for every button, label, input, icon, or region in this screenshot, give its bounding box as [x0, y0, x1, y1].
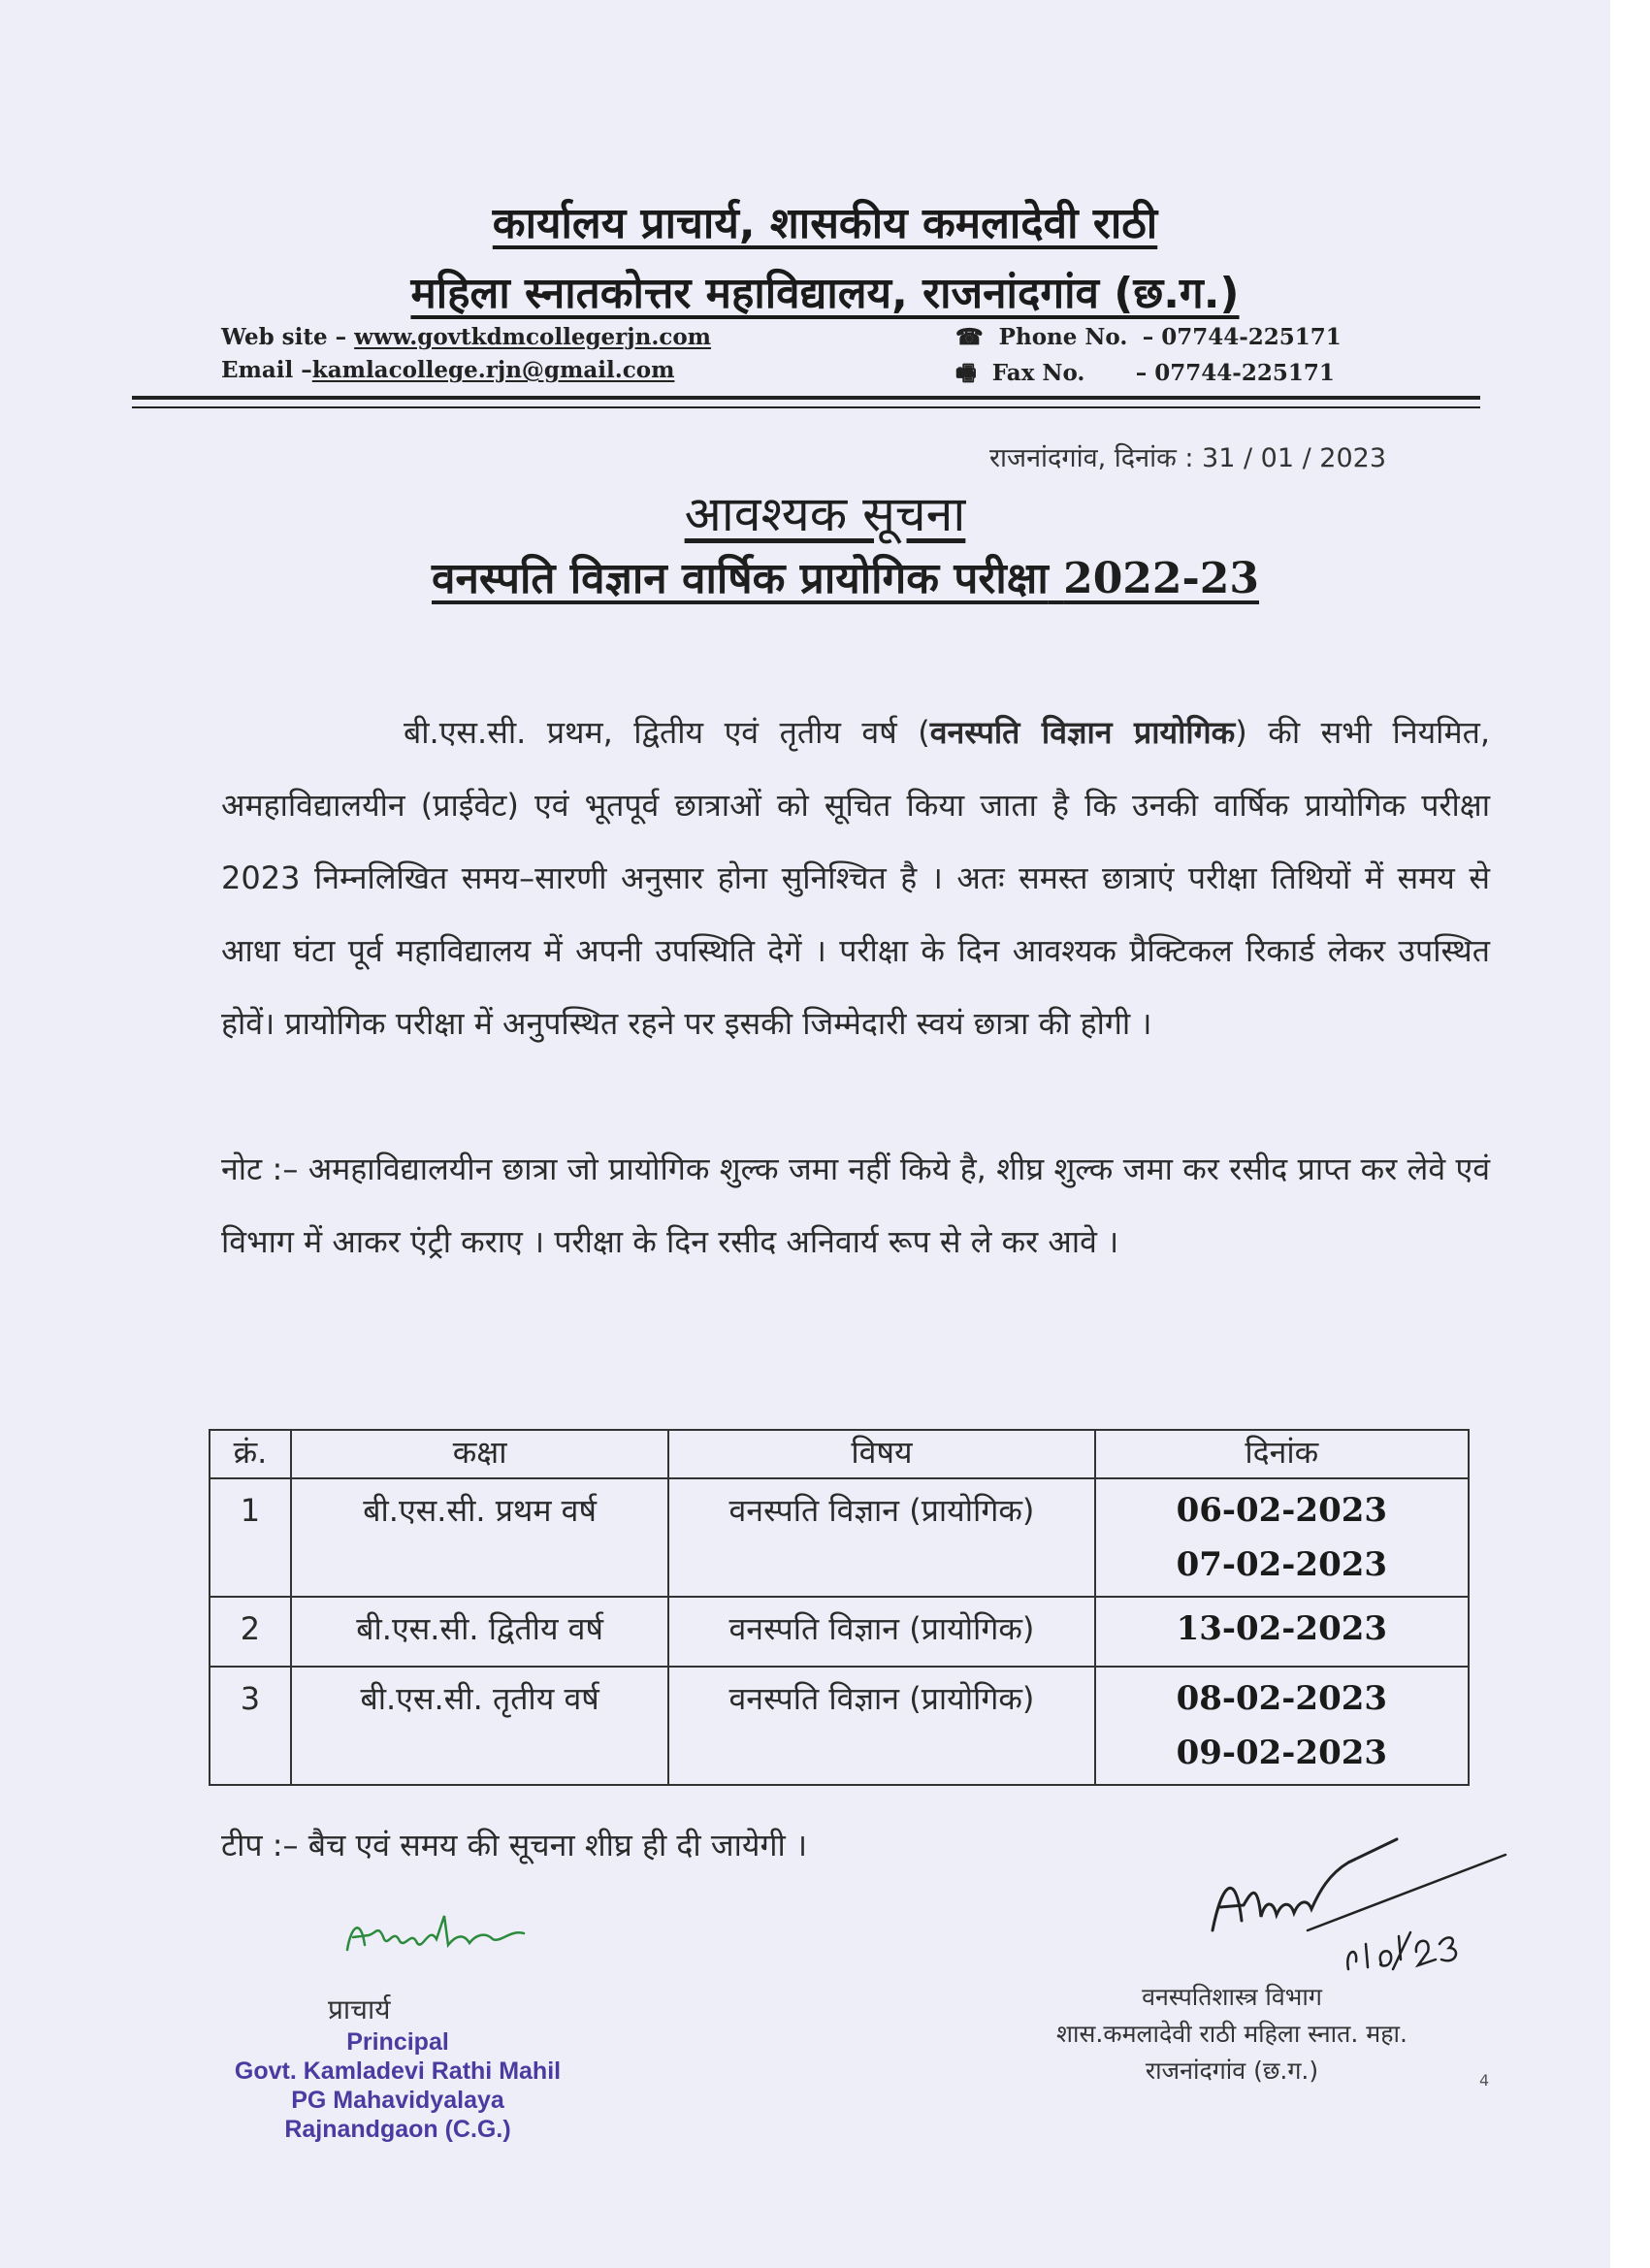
note-paragraph: नोट :– अमहाविद्यालयीन छात्रा जो प्रायोगिक शुल्क जमा नहीं किये है, शीघ्र शुल्क जमा कर रसीद प्राप्त कर लेवे एवं विभाग में आकर एंट्री कराए । परीक्षा के दिन रसीद अनिवार्य रूप से ले कर आवे । [221, 1150, 1490, 1260]
stamp-line: Principal [346, 2028, 449, 2056]
row-dates [1095, 1478, 1469, 1597]
phone-icon: ☎ [955, 324, 984, 350]
table-row [210, 1597, 1469, 1667]
paragraph-start: बी.एस.सी. प्रथम, द्वितीय एवं तृतीय वर्ष ( [404, 714, 930, 751]
row-class: बी.एस.सी. तृतीय वर्ष [291, 1667, 668, 1785]
phone-number: – 07744-225171 [1142, 324, 1342, 350]
notice-year: 2022-23 [1063, 554, 1260, 603]
row-subject: वनस्पति विज्ञान (प्रायोगिक) [668, 1597, 1094, 1667]
notice-title: आवश्यक सूचना [684, 486, 966, 542]
table-row [210, 1667, 1469, 1785]
table-header-row [210, 1430, 1469, 1478]
stamp-line: Govt. Kamladevi Rathi Mahil [234, 2057, 562, 2085]
row-serial: 3 [210, 1667, 291, 1785]
row-class: बी.एस.सी. द्वितीय वर्ष [291, 1597, 668, 1667]
header-date: दिनांक [1095, 1430, 1469, 1478]
paragraph-rest: ) की सभी नियमित, अमहाविद्यालयीन (प्राईवेट) एवं भूतपूर्व छात्राओं को सूचित किया जाता है कि उनकी वार्षिक प्रायोगिक परीक्षा 2023 निम्नलिखित समय–सारणी अनुसार होना सुनिश्चित है । अतः समस्त छात्राएं परीक्षा तिथियों में समय से आधा घंटा पूर्व महाविद्यालय में अपनी उपस्थिति देगें । परीक्षा के दिन आवश्यक प्रैक्टिकल रिकार्ड लेकर उपस्थित होवें। प्रायोगिक परीक्षा में अनुपस्थित रहने पर इसकी जिम्मेदारी स्वयं छात्रा की होगी । [221, 714, 1490, 1042]
header-class: कक्षा [291, 1430, 668, 1478]
date-line: राजनांदगांव, दिनांक : 31 / 01 / 2023 [989, 443, 1387, 473]
row-serial: 1 [210, 1478, 291, 1597]
email-link[interactable]: kamlacollege.rjn@gmail.com [311, 357, 675, 383]
row-date-1: 08-02-2023 [1176, 1679, 1388, 1718]
department-line: शास.कमलादेवी राठी महिला स्नात. महा. [1056, 2020, 1407, 2048]
email-label: Email – [221, 357, 312, 383]
department-line: वनस्पतिशास्त्र विभाग [1142, 1983, 1322, 2011]
row-subject: वनस्पति विज्ञान (प्रायोगिक) [668, 1478, 1094, 1597]
row-date-1: 13-02-2023 [1176, 1609, 1388, 1648]
email-line [221, 357, 674, 383]
row-date-2: 07-02-2023 [1176, 1545, 1388, 1584]
website-link[interactable]: www.govtkdmcollegerjn.com [354, 324, 712, 350]
college-title: महिला स्नातकोत्तर महाविद्यालय, राजनांदगांव (छ.ग.) [410, 269, 1240, 318]
row-serial: 2 [210, 1597, 291, 1667]
paragraph-bold-subject: वनस्पति विज्ञान प्रायोगिक [929, 714, 1236, 751]
fax-number: – 07744-225171 [1135, 360, 1335, 386]
notice-paragraph [221, 697, 1490, 1060]
table-row [210, 1478, 1469, 1597]
principal-signature [340, 1906, 543, 1964]
fax-label: Fax No. [991, 360, 1085, 386]
department-line: राजनांदगांव (छ.ग.) [1145, 2057, 1319, 2085]
notice-subtitle-text: वनस्पति विज्ञान वार्षिक प्रायोगिक परीक्षा [432, 554, 1049, 603]
row-subject: वनस्पति विज्ञान (प्रायोगिक) [668, 1667, 1094, 1785]
row-class: बी.एस.सी. प्रथम वर्ष [291, 1478, 668, 1597]
row-dates [1095, 1667, 1469, 1785]
row-date-2: 09-02-2023 [1176, 1733, 1388, 1772]
website-line [221, 324, 711, 350]
tip-note: टीप :– बैच एवं समय की सूचना शीघ्र ही दी जायेगी । [221, 1827, 808, 1863]
principal-title: प्राचार्य [328, 1993, 391, 2025]
header-subject: विषय [668, 1430, 1094, 1478]
stamp-line: PG Mahavidyalaya [291, 2087, 504, 2114]
website-label: Web site – [221, 324, 355, 350]
department-signature [1203, 1824, 1513, 1989]
header-divider [132, 396, 1480, 400]
notice-subtitle [432, 547, 1259, 605]
exam-schedule-table [209, 1429, 1470, 1786]
phone-label: Phone No. [998, 324, 1128, 350]
stamp-line: Rajnandgaon (C.G.) [284, 2116, 511, 2143]
phone-line [955, 324, 1342, 350]
page-edge [1610, 0, 1650, 2268]
office-title: कार्यालय प्राचार्य, शासकीय कमलादेवी राठी [492, 199, 1158, 248]
fax-icon: 🖷 [955, 360, 977, 386]
department-block [980, 1979, 1484, 2090]
principal-stamp [223, 2027, 572, 2144]
header-serial: क्रं. [210, 1430, 291, 1478]
row-dates [1095, 1597, 1469, 1667]
row-date-1: 06-02-2023 [1176, 1491, 1388, 1530]
fax-line [955, 357, 1335, 395]
header-divider-thin [132, 406, 1480, 408]
page-mark: 4 [1479, 2071, 1490, 2090]
